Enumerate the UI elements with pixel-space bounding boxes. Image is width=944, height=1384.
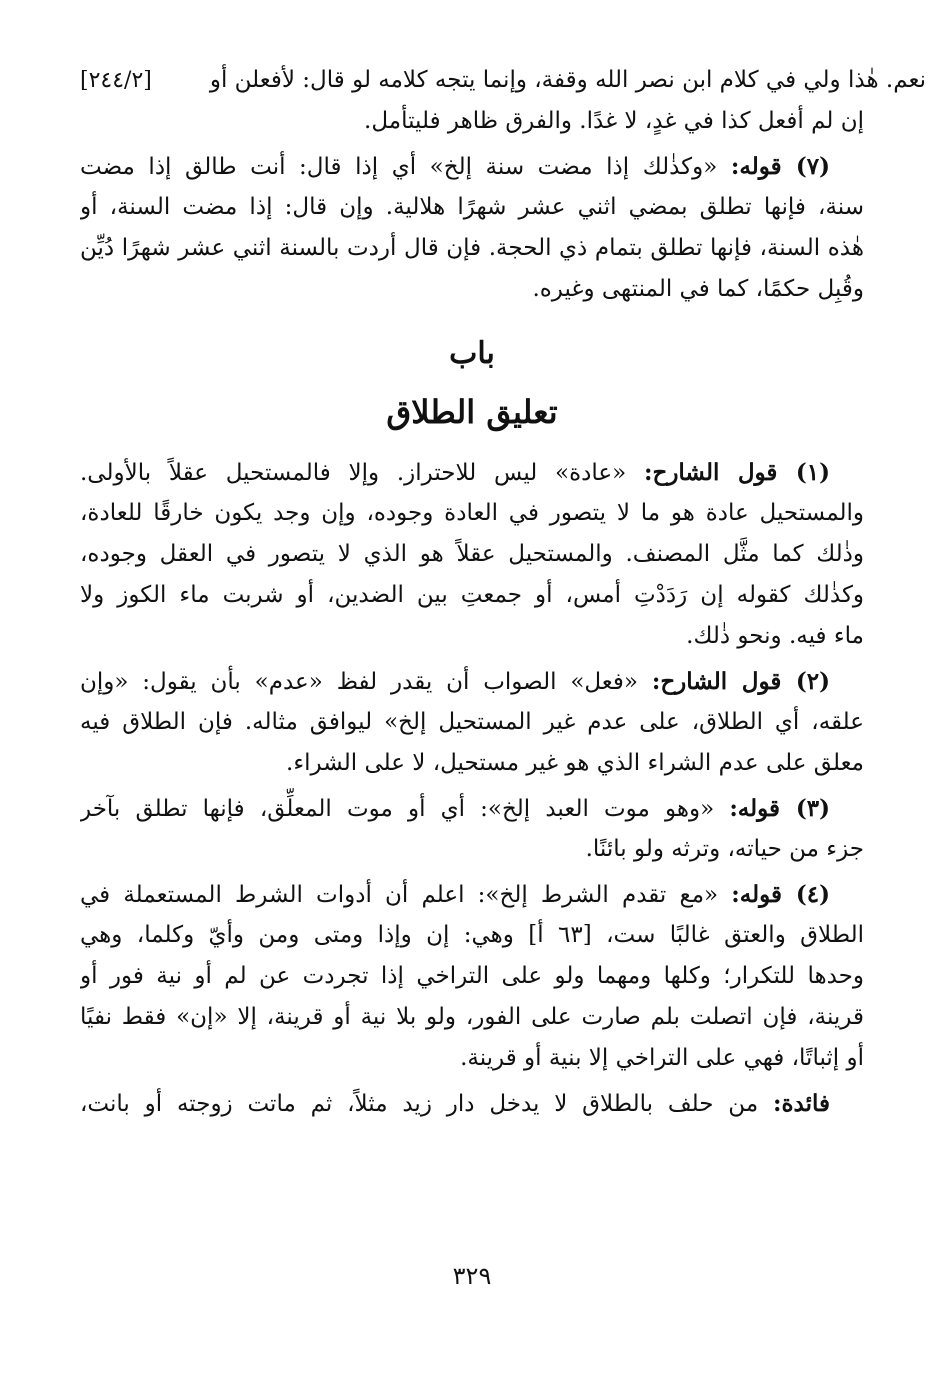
text-line: سنة، فإنها تطلق بمضي اثني عشر شهرًا هلالية. وإن قال: إذا مضت السنة، أو — [80, 194, 864, 220]
text-line: قرينة، فإن اتصلت بلم صارت على الفور، ولو بلا نية أو قرينة، إلا «إن» فقط نفيًا — [80, 1004, 864, 1030]
text-line: وكذٰلك كقوله إن رَدَدْتِ أمس، أو جمعتِ بين الضدين، أو شربت ماء الكوز ولا — [80, 582, 864, 608]
note-3 — [80, 788, 864, 870]
page-number: ٣٢٩ — [452, 1262, 492, 1290]
text-line: ماء فيه. ونحو ذٰلك. — [686, 623, 864, 649]
text-line — [80, 452, 864, 493]
text-line — [80, 146, 864, 187]
text-line: والمستحيل عادة هو ما لا يتصور في العادة وجوده، وإن وجد يكون خارقًا للعادة، — [80, 500, 864, 526]
note-7 — [80, 146, 864, 310]
text-segment: «فعل» الصواب أن يقدر لفظ «عدم» بأن يقول: «وإن — [80, 669, 652, 695]
text-line: وذٰلك كما مثَّل المصنف. والمستحيل عقلاً هو الذي لا يتصور في العقل وجوده، — [80, 541, 864, 567]
text-line — [80, 788, 864, 829]
text-line: إن لم أفعل كذا في غدٍ، لا غدًا. والفرق ظاهر فليتأمل. — [364, 108, 864, 134]
text-segment: «مع تقدم الشرط إلخ»: اعلم أن أدوات الشرط المستعملة في — [80, 882, 732, 908]
text-line — [80, 661, 864, 702]
text-segment: «وكذٰلك إذا مضت سنة إلخ» أي إذا قال: أنت طالق إذا مضت — [80, 154, 731, 180]
text-line: هٰذه السنة، فإنها تطلق بتمام ذي الحجة. فإن قال أردت بالسنة اثني عشر شهرًا دُيِّن — [80, 235, 864, 261]
note-label: فائدة: — [772, 1090, 830, 1117]
text-line: وحدها للتكرار؛ وكلها ومهما ولو على التراخي إذا تجردت عن لم أو نية فور أو — [80, 963, 864, 989]
text-line: علقه، أي الطلاق، على عدم غير المستحيل إلخ» ليوافق مثاله. فإن الطلاق فيه — [80, 709, 864, 735]
chapter-title: تعليق الطلاق — [386, 393, 558, 431]
text-line: معلق على عدم الشراء الذي هو غير مستحيل، لا على الشراء. — [286, 750, 864, 776]
note-label: (٢) قول الشارح: — [651, 668, 830, 695]
note-2 — [80, 661, 864, 784]
text-segment: «وهو موت العبد إلخ»: أي أو موت المعلِّق، فإنها تطلق بآخر — [80, 796, 730, 822]
text-line: الطلاق والعتق غالبًا ست، [٦٣ أ] وهي: إن وإذا ومتى ومن وأيّ وكلما، وهي — [80, 922, 864, 948]
text-line: جزء من حياته، وترثه ولو بائنًا. — [585, 836, 864, 862]
margin-reference: [٢٤٤/٢] — [80, 68, 152, 93]
benefit-note — [80, 1083, 864, 1124]
note-label: (١) قول الشارح: — [643, 459, 830, 486]
note-1 — [80, 452, 864, 657]
text-segment: من حلف بالطلاق لا يدخل دار زيد مثلاً، ثم ماتت زوجته أو بانت، — [80, 1091, 773, 1117]
text-segment: «عادة» ليس للاحتراز. وإلا فالمستحيل عقلاً بالأولى. — [80, 460, 644, 486]
chapter-heading: باب — [449, 336, 495, 371]
note-label: (٣) قوله: — [729, 795, 830, 822]
text-line — [80, 1083, 864, 1124]
text-segment: نعم. هٰذا ولي في كلام ابن نصر الله وقفة، وإنما يتجه كلامه لو قال: لأفعلن أو — [209, 67, 926, 93]
note-label: (٤) قوله: — [731, 881, 830, 908]
text-line — [80, 874, 864, 915]
text-line: أو إثباتًا، فهي على التراخي إلا بنية أو قرينة. — [460, 1045, 864, 1071]
text-line — [80, 60, 926, 101]
note-label: (٧) قوله: — [730, 153, 830, 180]
note-4 — [80, 874, 864, 1079]
text-line: وقُبِل حكمًا، كما في المنتهى وغيره. — [532, 276, 864, 302]
